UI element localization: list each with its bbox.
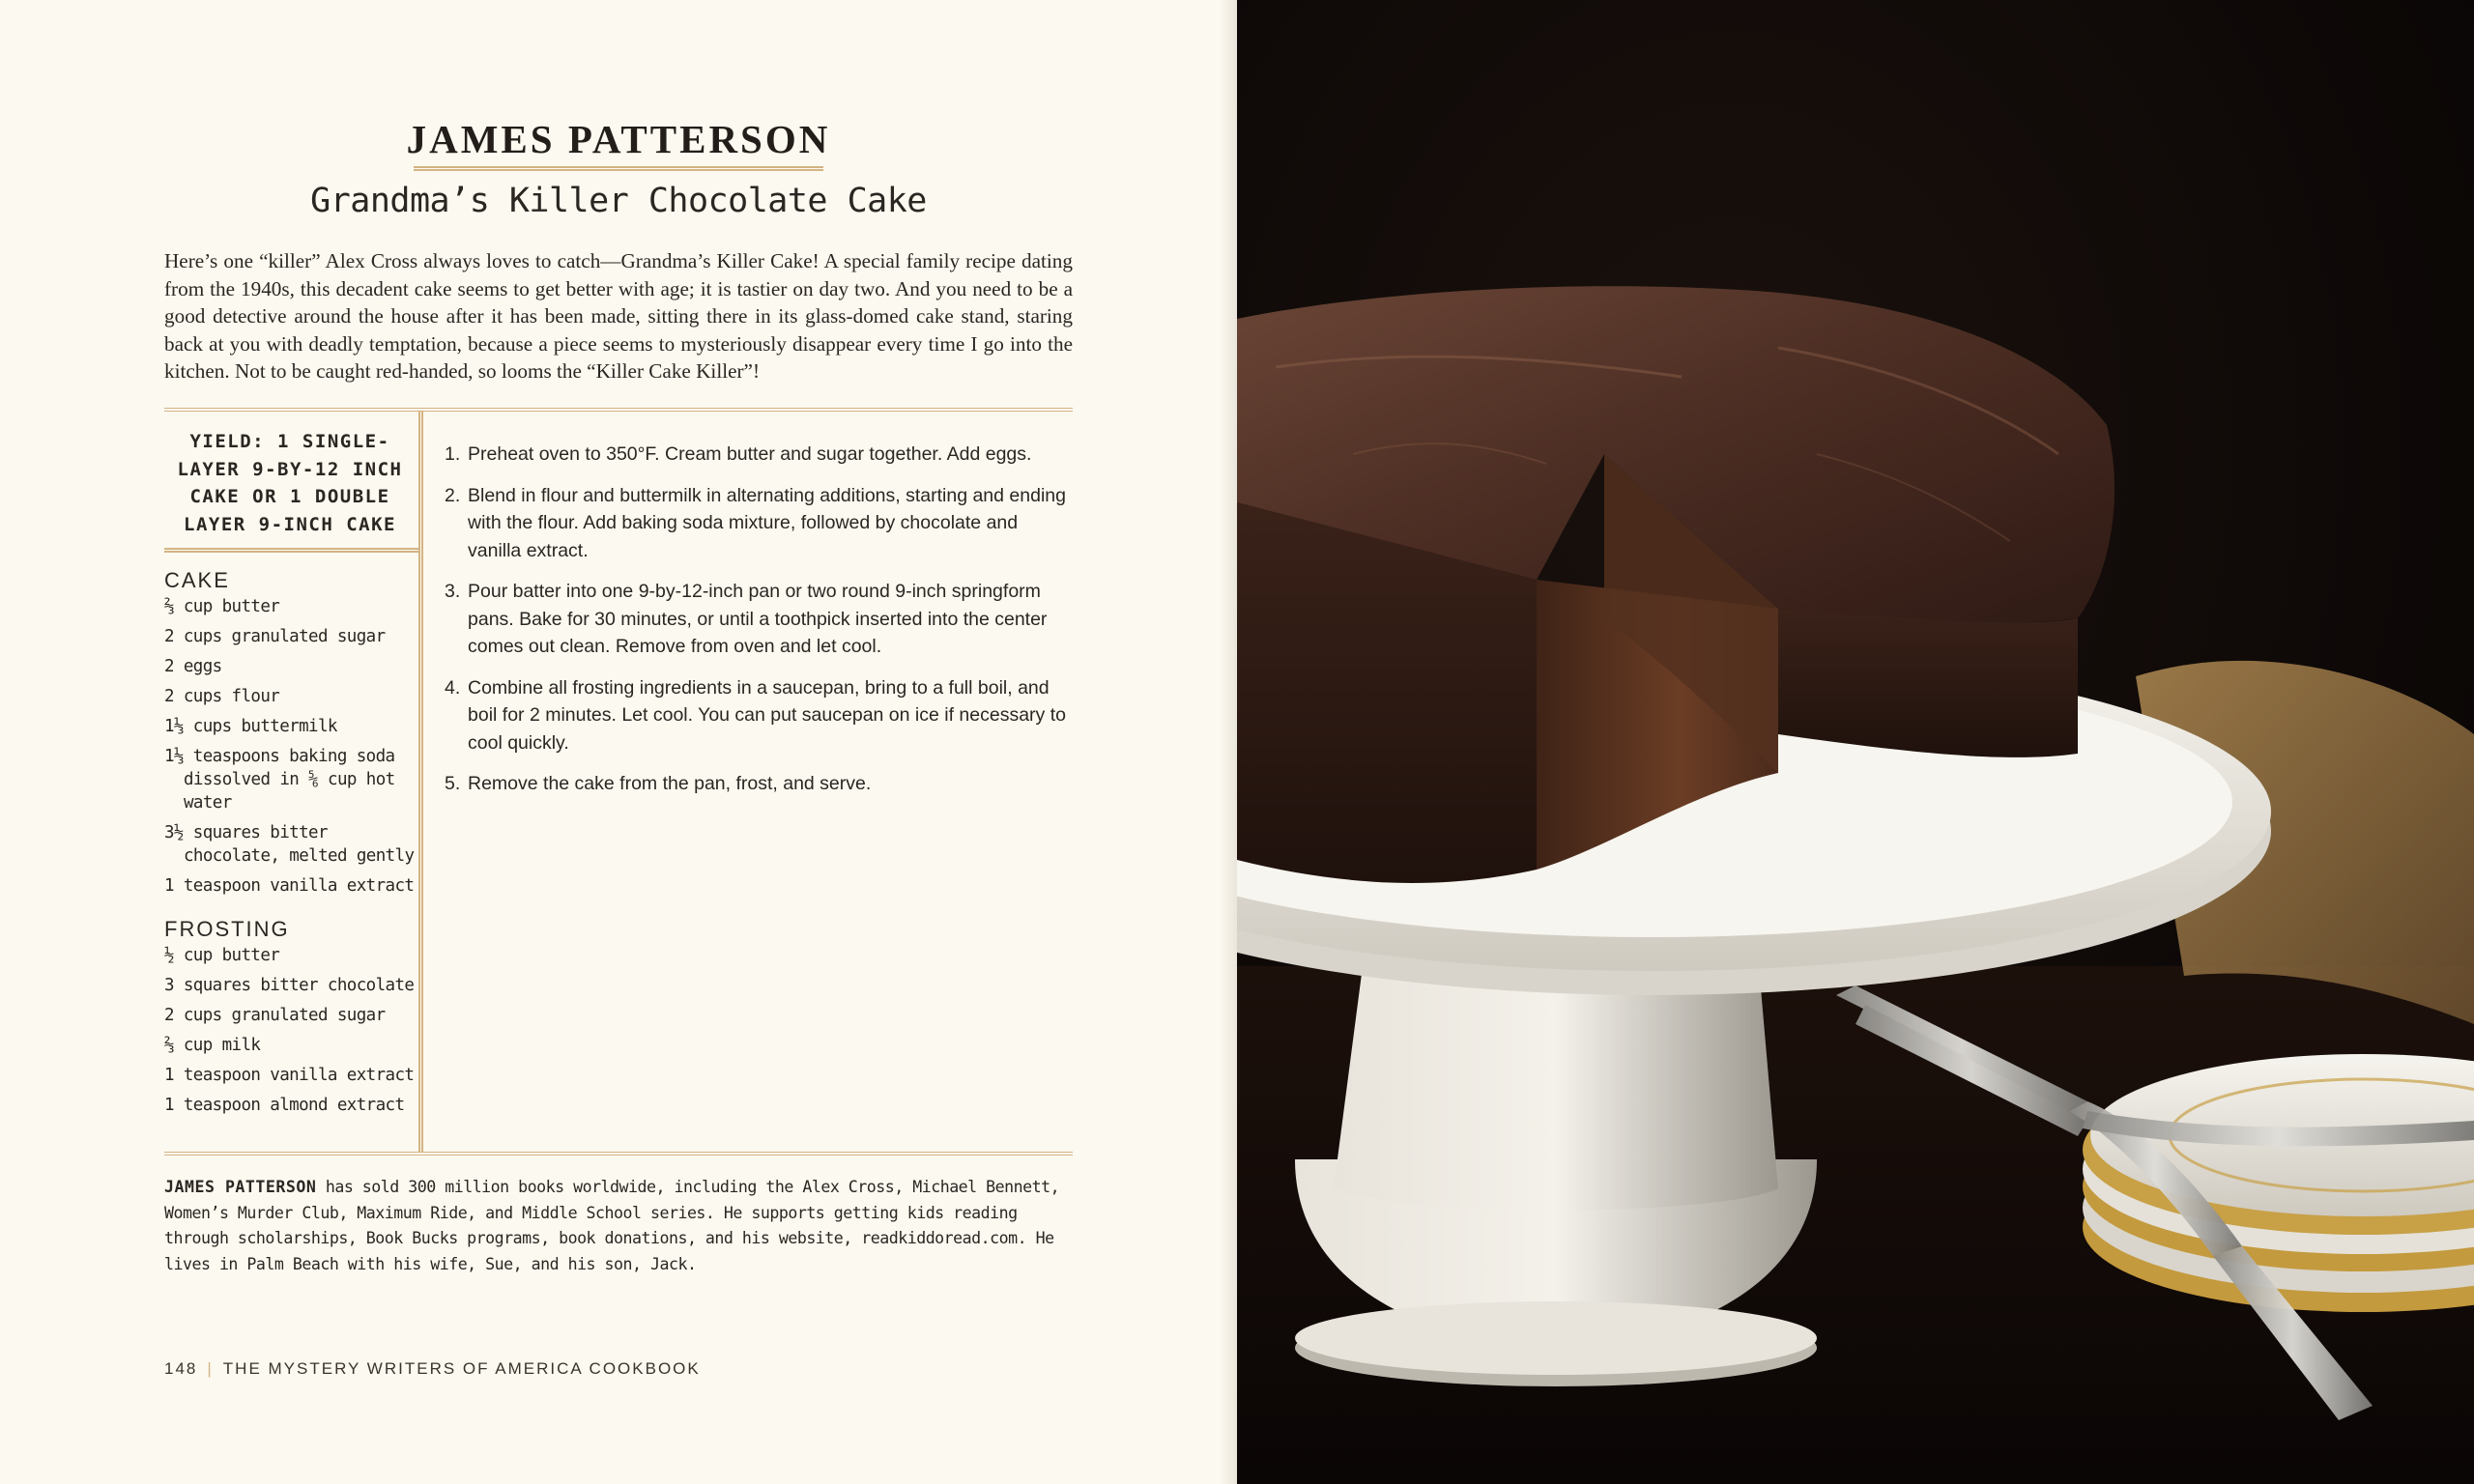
cake-ingredient-list (164, 595, 420, 898)
method-steps (445, 441, 1073, 812)
intro-paragraph: Here’s one “killer” Alex Cross always loves to catch—Grandma’s Killer Cake! A special family recipe dating from the 1940s, this decadent cake seems to get better with age; it is tastier on day two. And you need to be a good detective around the house after it has been made, sitting there in its glass-domed cake stand, staring back at you with deadly temptation, because a piece seems to mysteriously disappear every time I go into the kitchen. Not to be caught red-handed, so looms the “Killer Cake Killer”! (164, 249, 1073, 383)
method-step (445, 482, 1073, 565)
ingredient-item: 1 teaspoon almond extract (164, 1096, 405, 1115)
yield-line: LAYER 9-INCH CAKE (184, 513, 396, 535)
book-title: THE MYSTERY WRITERS OF AMERICA COOKBOOK (222, 1359, 701, 1378)
ingredient-item: 2 cups granulated sugar (164, 1006, 386, 1025)
book-gutter-shadow (1220, 0, 1237, 1484)
step-number: 1. (445, 443, 461, 465)
ingredient-item: 1 teaspoon vanilla extract (164, 1066, 415, 1085)
author-bio (164, 1175, 1073, 1277)
cake-photo (1237, 0, 2474, 1484)
method-step (445, 674, 1073, 757)
ingredient-item: 2 eggs (164, 657, 222, 676)
page-number: 148 (164, 1359, 198, 1378)
ingredient-item: ⅔ cup butter (164, 597, 280, 616)
method-step (445, 441, 1073, 469)
step-text: Blend in flour and buttermilk in alternating additions, starting and ending with the flour. Add baking soda mixture, followed by chocolate and vanilla extract. (468, 484, 1066, 561)
ingredient-item: 1⅓ cups buttermilk (164, 717, 337, 736)
frosting-heading: FROSTING (164, 917, 290, 941)
frosting-ingredients (164, 915, 420, 1124)
ingredient-item: 3½ squares bitter chocolate, melted gently (164, 823, 415, 866)
yield-line: YIELD: 1 SINGLE- (189, 431, 390, 452)
ingredient-item: 1⅓ teaspoons baking soda dissolved in ⅚ cup hot water (164, 747, 395, 813)
method-step (445, 770, 1073, 798)
ingredient-item: 3 squares bitter chocolate (164, 976, 415, 995)
step-text: Remove the cake from the pan, frost, and serve. (468, 773, 872, 794)
footer-separator: | (207, 1359, 214, 1378)
step-number: 4. (445, 676, 461, 699)
cake-heading: CAKE (164, 568, 230, 592)
step-text: Combine all frosting ingredients in a saucepan, bring to a full boil, and boil for 2 minutes. Let cool. You can put saucepan on ice if necessary to cool quickly. (468, 676, 1066, 754)
step-text: Preheat oven to 350°F. Cream butter and sugar together. Add eggs. (468, 443, 1032, 465)
page-footer (164, 1359, 701, 1379)
chocolate-cake-icon (1237, 0, 2474, 1484)
ingredient-item: ⅔ cup milk (164, 1036, 261, 1055)
method-step (445, 578, 1073, 661)
step-number: 2. (445, 484, 461, 506)
step-number: 5. (445, 773, 461, 794)
yield-line: LAYER 9-BY-12 INCH (177, 458, 403, 480)
frosting-ingredient-list (164, 944, 420, 1117)
yield-rule (164, 548, 418, 553)
cake-ingredients (164, 566, 420, 904)
step-number: 3. (445, 581, 461, 602)
chef-name: JAMES PATTERSON (406, 117, 831, 161)
recipe-title: Grandma’s Killer Chocolate Cake (310, 182, 927, 220)
ingredient-item: 1 teaspoon vanilla extract (164, 876, 415, 896)
ingredient-item: 2 cups flour (164, 687, 280, 706)
step-text: Pour batter into one 9-by-12-inch pan or two round 9-inch springform pans. Bake for 30 minutes, or until a toothpick inserted into the center comes out clean. Remove from oven and let cool. (468, 581, 1048, 657)
ingredient-item: 2 cups granulated sugar (164, 627, 386, 646)
bio-author-name: JAMES PATTERSON (164, 1178, 317, 1196)
ingredient-item: ½ cup butter (164, 946, 280, 965)
name-underline-rule (414, 166, 823, 171)
yield-block (164, 428, 416, 538)
yield-line: CAKE OR 1 DOUBLE (189, 486, 390, 507)
bio-text: has sold 300 million books worldwide, including the Alex Cross, Michael Bennett, Women’s Murder Club, Maximum Ride, and Middle School series. He supports getting kids reading through scholarships, Book Bucks programs, book donations, and his website, readkiddoread.com. He lives in Palm Beach with his wife, Sue, and his son, Jack. (164, 1178, 1060, 1273)
